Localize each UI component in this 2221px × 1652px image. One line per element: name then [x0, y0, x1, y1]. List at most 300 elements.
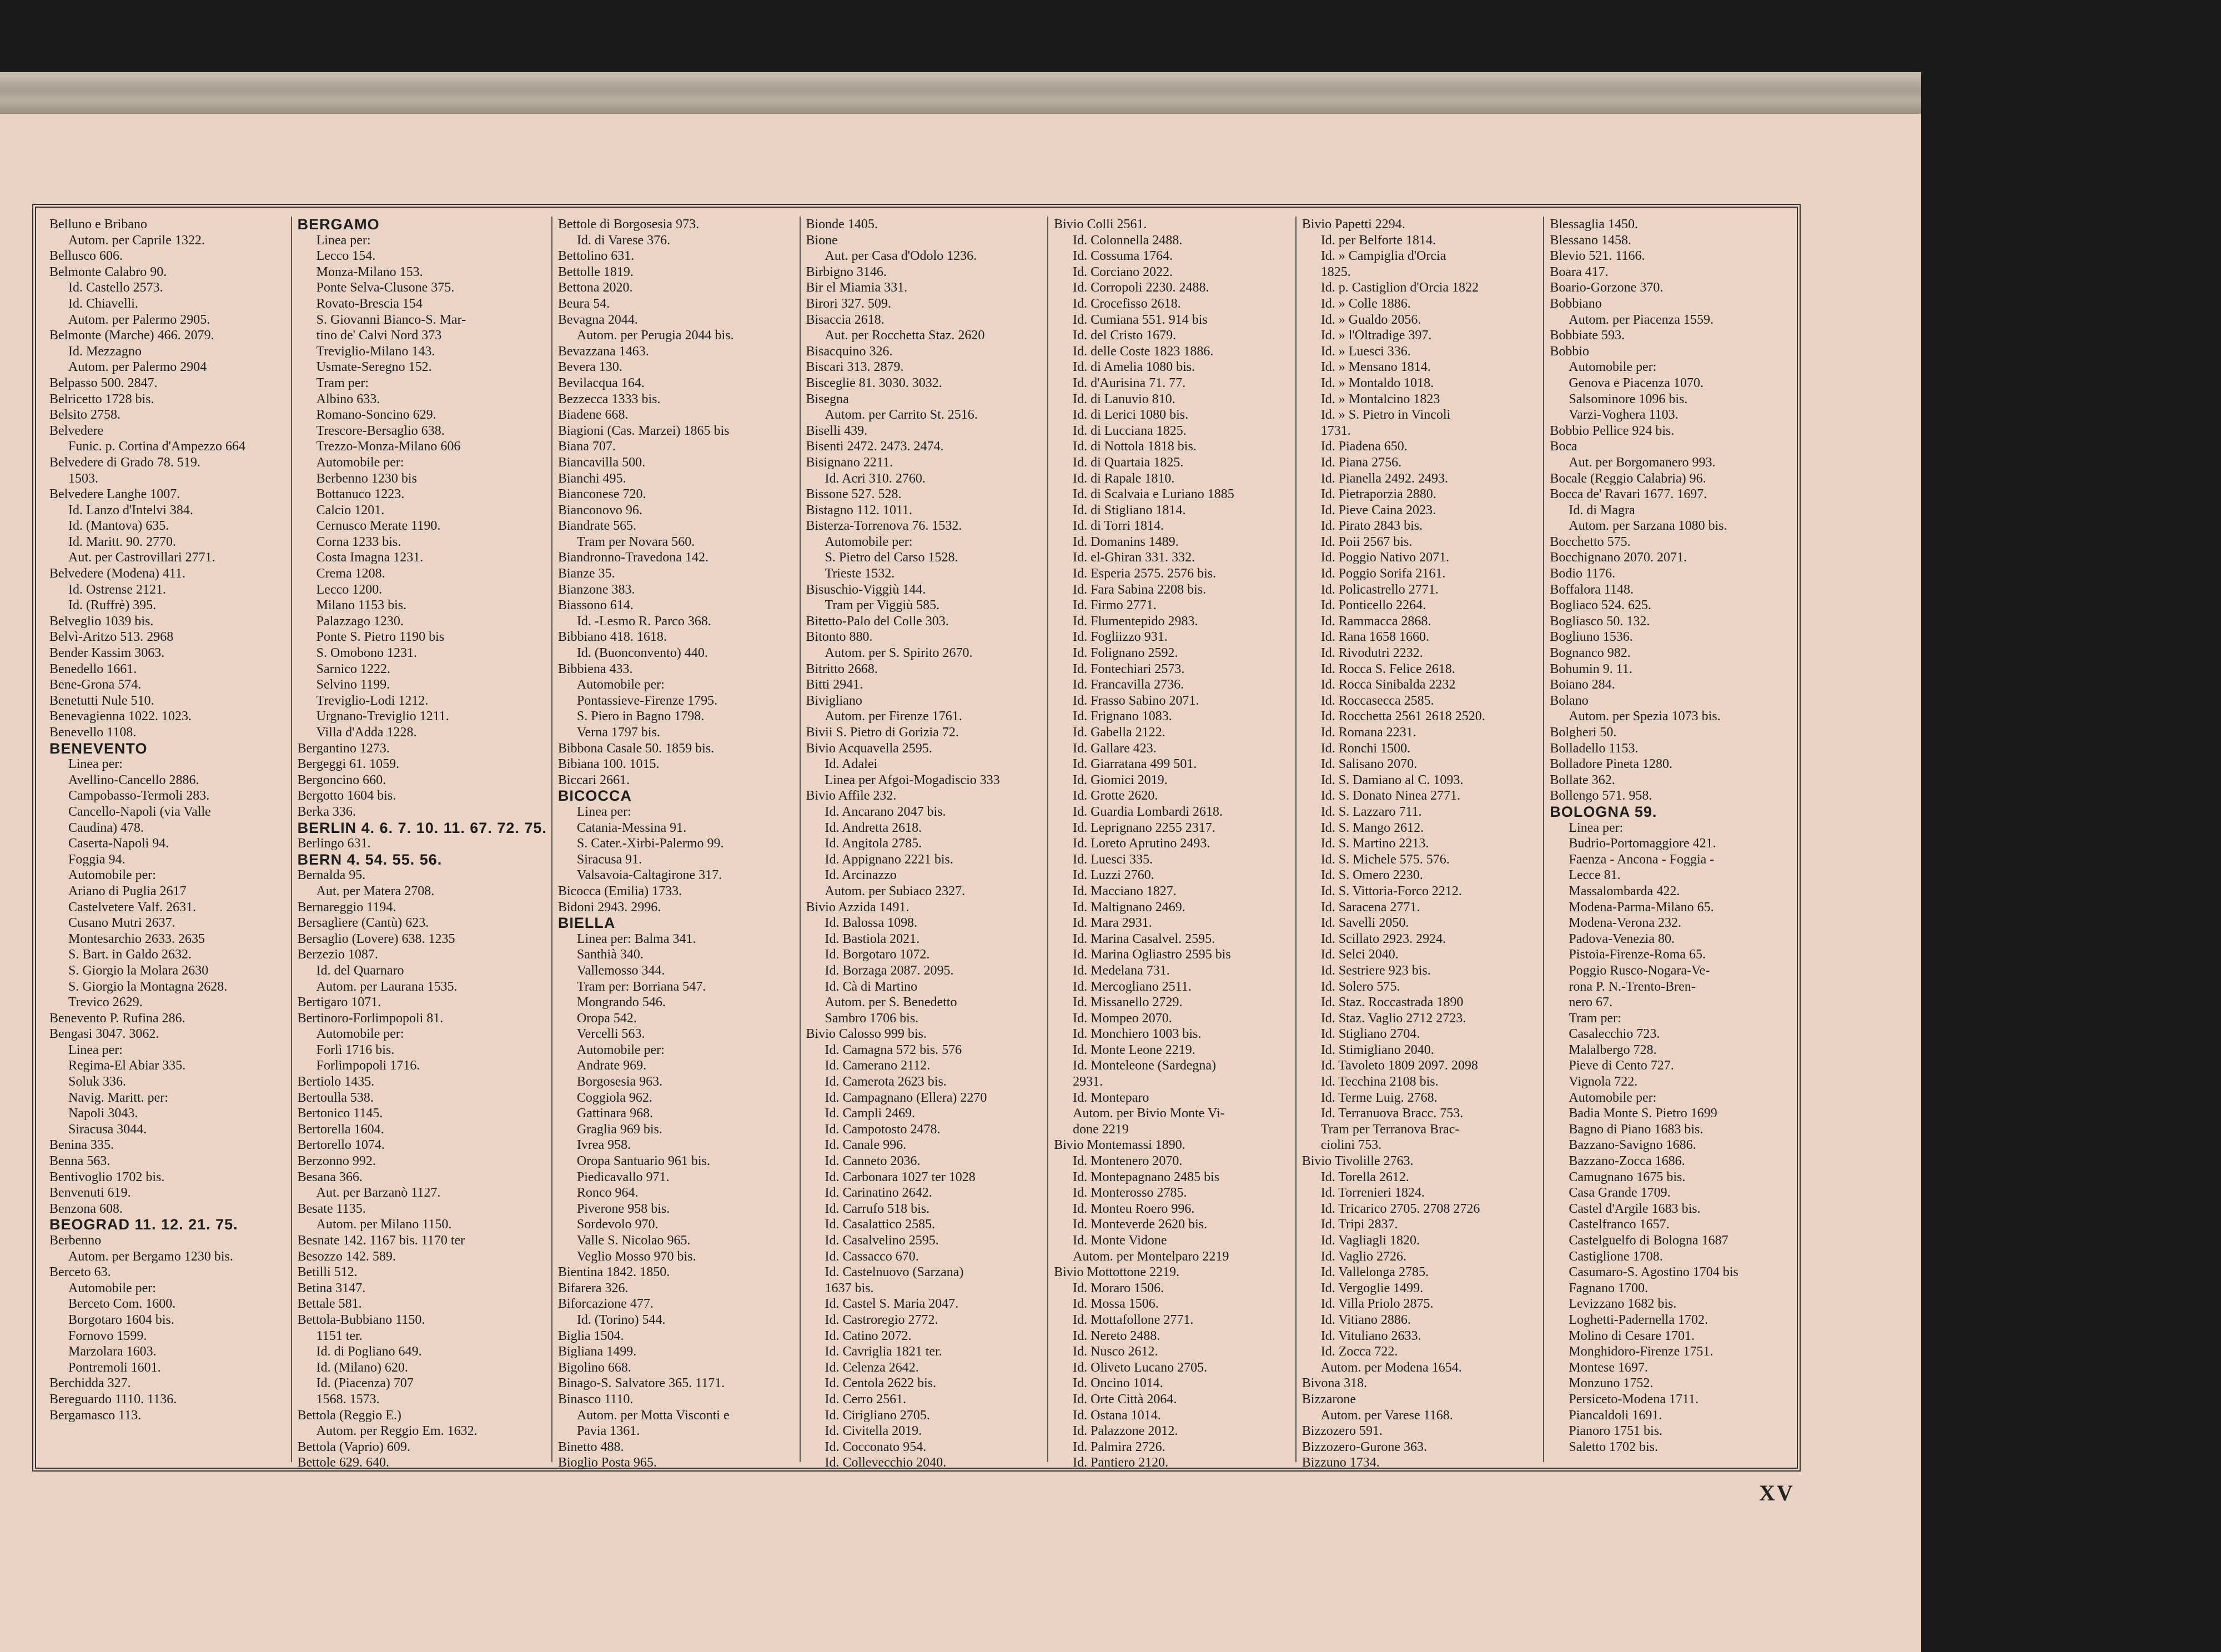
index-entry: Monzuno 1752.: [1569, 1376, 1654, 1391]
index-entry: Bersaglio (Lovere) 638. 1235: [297, 931, 455, 946]
page-number: XV: [1759, 1480, 1795, 1505]
index-entry: Id. Flumentepido 2983.: [1073, 614, 1198, 629]
index-entry: Autom. per Modena 1654.: [1320, 1360, 1462, 1375]
index-entry: Bettole 629. 640.: [297, 1455, 389, 1470]
index-entry: Soluk 336.: [68, 1074, 127, 1089]
index-entry: Bogliuno 1536.: [1550, 630, 1633, 645]
index-entry: Santhià 340.: [576, 947, 644, 962]
index-entry: Boario-Gorzone 370.: [1550, 280, 1664, 295]
index-entry: Bidoni 2943. 2996.: [557, 900, 661, 915]
index-entry: Aut. per Casa d'Odolo 1236.: [825, 249, 977, 264]
index-entry: Casalecchio 723.: [1569, 1027, 1660, 1042]
index-entry: Id. Monchiero 1003 bis.: [1073, 1027, 1202, 1042]
index-entry: Id. -Lesmo R. Parco 368.: [576, 614, 711, 629]
index-entry: Id. Rocchetta 2561 2618 2520.: [1320, 709, 1485, 724]
index-entry: Id. S. Omero 2230.: [1320, 868, 1423, 883]
index-entry: Autom. per Bivio Monte Vi-: [1073, 1106, 1225, 1121]
index-entry: Id. S. Donato Ninea 2771.: [1320, 789, 1461, 804]
index-entry: Biana 707.: [557, 439, 616, 454]
index-entry: Autom. per Caprile 1322.: [68, 233, 205, 248]
index-entry: Id. Maritt. 90. 2770.: [68, 534, 176, 549]
index-entry: Belluno e Bribano: [49, 217, 147, 232]
index-entry: Id. Monte Vidone: [1073, 1233, 1167, 1248]
index-entry: Id. Marina Casalvel. 2595.: [1073, 931, 1215, 946]
index-entry: Id. Macciano 1827.: [1073, 883, 1177, 898]
index-entry: Bergantino 1273.: [297, 741, 390, 756]
index-entry: Berlingo 631.: [297, 836, 371, 851]
index-columns: [44, 216, 1791, 1470]
index-entry: Bolano: [1550, 693, 1589, 708]
index-entry: Id. Ponticello 2264.: [1320, 598, 1426, 613]
index-entry: Benevello 1108.: [49, 725, 137, 740]
index-entry: Id. Camerano 2112.: [825, 1058, 931, 1073]
index-entry: Bianze 35.: [557, 566, 615, 581]
index-entry: 1568. 1573.: [316, 1392, 380, 1407]
index-entry: Aut. per Barzanò 1127.: [316, 1186, 441, 1201]
index-entry: Id. Arcinazzo: [825, 868, 897, 883]
index-entry: Id. Zocca 722.: [1320, 1344, 1398, 1359]
index-entry: Bersagliere (Cantù) 623.: [297, 916, 429, 931]
index-column-7: [1544, 217, 1791, 1462]
index-entry: Id. » Gualdo 2056.: [1320, 312, 1421, 327]
index-entry: Id. Rivodutri 2232.: [1320, 646, 1423, 661]
index-entry: Id. Staz. Roccastrada 1890: [1320, 995, 1464, 1010]
index-entry: Id. S. Damiano al C. 1093.: [1320, 772, 1464, 787]
index-entry: Binetto 488.: [557, 1439, 624, 1454]
index-entry: Bissone 527. 528.: [806, 487, 902, 502]
index-entry: done 2219: [1073, 1122, 1129, 1137]
index-entry: Beura 54.: [557, 296, 610, 311]
index-entry: Id. Casalvelino 2595.: [825, 1233, 939, 1248]
index-entry: Bitritto 2668.: [806, 661, 878, 676]
index-entry: Id. p. Castiglion d'Orcia 1822: [1320, 280, 1479, 295]
index-entry: Caudina) 478.: [68, 820, 144, 835]
index-entry: Id. Medelana 731.: [1073, 963, 1170, 978]
index-entry: Id. di Nottola 1818 bis.: [1073, 439, 1197, 454]
index-entry: Id. Castel S. Maria 2047.: [825, 1297, 959, 1312]
index-entry: Id. Villa Priolo 2875.: [1320, 1297, 1434, 1312]
index-entry: Besate 1135.: [297, 1201, 366, 1216]
index-entry: Id. Lanzo d'Intelvi 384.: [68, 503, 193, 518]
index-entry: Id. Balossa 1098.: [825, 916, 918, 931]
index-entry: Veglio Mosso 970 bis.: [576, 1249, 696, 1264]
index-entry: Bisignano 2211.: [806, 455, 893, 470]
index-entry: Andrate 969.: [576, 1058, 647, 1073]
index-entry: Benevagienna 1022. 1023.: [49, 709, 192, 724]
index-entry: Bollate 362.: [1550, 772, 1615, 787]
index-entry: Id. Solero 575.: [1320, 979, 1400, 994]
index-entry: Besnate 142. 1167 bis. 1170 ter: [297, 1233, 465, 1248]
index-entry: Loghetti-Padernella 1702.: [1569, 1312, 1708, 1327]
index-entry: Trescore-Bersaglio 638.: [316, 423, 445, 438]
index-entry: 1825.: [1320, 264, 1351, 279]
index-entry: Id. Rocca Sinibalda 2232: [1320, 677, 1456, 692]
index-entry: Bigolino 668.: [557, 1360, 631, 1375]
index-entry: 1637 bis.: [825, 1281, 874, 1296]
index-entry: Id. Moraro 1506.: [1073, 1281, 1164, 1296]
index-entry: Id. Mezzagno: [68, 344, 142, 359]
index-entry: Id. Monterosso 2785.: [1073, 1186, 1187, 1201]
index-entry: S. Piero in Bagno 1798.: [576, 709, 705, 724]
index-entry: Automobile per:: [825, 534, 913, 549]
index-entry: Bollengo 571. 958.: [1550, 789, 1652, 804]
index-entry: Montesarchio 2633. 2635: [68, 931, 205, 946]
index-entry: Bir el Miamia 331.: [806, 280, 908, 295]
index-entry: Bibiana 100. 1015.: [557, 757, 660, 772]
index-entry: Bodio 1176.: [1550, 566, 1616, 581]
index-entry: Biccari 2661.: [557, 772, 630, 787]
index-entry: Id. Domanins 1489.: [1073, 534, 1179, 549]
index-entry: Boiano 284.: [1550, 677, 1615, 692]
index-entry: Id. Frasso Sabino 2071.: [1073, 693, 1199, 708]
index-entry: Bivio Calosso 999 bis.: [806, 1027, 927, 1042]
index-entry: Id. Canale 996.: [825, 1138, 907, 1153]
index-entry: Id. Chiavelli.: [68, 296, 138, 311]
index-entry: Faenza - Ancona - Foggia -: [1569, 852, 1715, 867]
index-entry: Id. Grotte 2620.: [1073, 789, 1158, 804]
index-entry: Bianconovo 96.: [557, 503, 642, 518]
index-entry: Id. Campotosto 2478.: [825, 1122, 941, 1137]
index-entry: Linea per: Balma 341.: [576, 931, 696, 946]
index-entry: Id. Tavoleto 1809 2097. 2098: [1320, 1058, 1478, 1073]
index-entry: Bezzecca 1333 bis.: [557, 391, 661, 406]
index-entry: Belvedere di Grado 78. 519.: [49, 455, 200, 470]
index-entry: Id. Loreto Aprutino 2493.: [1073, 836, 1210, 851]
index-entry: Id. Selci 2040.: [1320, 947, 1399, 962]
index-entry: Modena-Verona 232.: [1569, 916, 1681, 931]
index-entry: Bertonico 1145.: [297, 1106, 383, 1121]
index-entry: Castelvetere Valf. 2631.: [68, 900, 197, 915]
index-entry: Id. d'Aurisina 71. 77.: [1073, 375, 1186, 390]
index-entry: Id. Maltignano 2469.: [1073, 900, 1185, 915]
index-entry: Id. Rana 1658 1660.: [1320, 630, 1430, 645]
index-entry: S. Cater.-Xirbi-Palermo 99.: [576, 836, 724, 851]
index-entry: Bisuschio-Viggiù 144.: [806, 582, 926, 597]
index-column-1: [44, 217, 292, 1462]
index-entry: Bivio Affile 232.: [806, 789, 897, 804]
index-entry: Ponte S. Pietro 1190 bis: [316, 630, 445, 645]
index-entry: Id. Colonnella 2488.: [1073, 233, 1183, 248]
index-entry: Id. Vaglio 2726.: [1320, 1249, 1406, 1264]
index-entry: Benna 563.: [49, 1154, 110, 1169]
index-entry: Cusano Mutri 2637.: [68, 916, 175, 931]
index-entry: Id. Romana 2231.: [1320, 725, 1416, 740]
index-entry: Bicocca (Emilia) 1733.: [557, 883, 682, 898]
index-entry: Id. Monteleone (Sardegna): [1073, 1058, 1217, 1073]
index-entry: Benedello 1661.: [49, 661, 137, 676]
index-column-2: [292, 216, 552, 1470]
index-entry: Belveglio 1039 bis.: [49, 614, 154, 629]
index-entry: Id. » S. Pietro in Vincoli: [1320, 408, 1451, 423]
index-entry: Sordevolo 970.: [576, 1217, 659, 1232]
index-entry: Id. Monteu Roero 996.: [1073, 1201, 1195, 1216]
index-entry: Pistoia-Firenze-Roma 65.: [1569, 947, 1706, 962]
index-entry: Piverone 958 bis.: [576, 1201, 670, 1216]
index-entry: Rovato-Brescia 154: [316, 296, 423, 311]
index-entry: Valle S. Nicolao 965.: [576, 1233, 691, 1248]
index-entry: Automobile per:: [316, 455, 404, 470]
page-edge: [0, 72, 1921, 119]
index-entry: Autom. per S. Spirito 2670.: [825, 646, 973, 661]
index-entry: Id. Fontechiari 2573.: [1073, 661, 1185, 676]
index-entry: Id. Acri 310. 2760.: [825, 471, 926, 486]
index-entry: Bisacquino 326.: [806, 344, 893, 359]
index-entry: Usmate-Seregno 152.: [316, 360, 432, 375]
index-entry: Id. Cirigliano 2705.: [825, 1408, 930, 1423]
index-entry: Berceto Com. 1600.: [68, 1297, 176, 1312]
index-entry: Bender Kassim 3063.: [49, 646, 165, 661]
index-entry: Autom. per Spezia 1073 bis.: [1569, 709, 1721, 724]
index-entry: Bitonto 880.: [806, 630, 873, 645]
index-entry: Mongrando 546.: [576, 995, 666, 1010]
index-entry: Id. » Montalcino 1823: [1320, 391, 1440, 406]
index-entry: Villa d'Adda 1228.: [316, 725, 417, 740]
index-entry: Bistagno 112. 1011.: [806, 503, 913, 518]
index-entry: Tram per Novara 560.: [576, 534, 695, 549]
index-entry: Id. di Varese 376.: [576, 233, 671, 248]
index-entry: Calcio 1201.: [316, 503, 385, 518]
index-entry: Id. Cavriglia 1821 ter.: [825, 1344, 942, 1359]
index-entry: Tram per Terranova Brac-: [1320, 1122, 1460, 1137]
index-entry: Autom. per S. Benedetto: [825, 995, 957, 1010]
index-entry: Besozzo 142. 589.: [297, 1249, 396, 1264]
index-entry: Id. Staz. Vaglio 2712 2723.: [1320, 1011, 1466, 1026]
index-entry: Persiceto-Modena 1711.: [1569, 1392, 1699, 1407]
index-entry: Monghidoro-Firenze 1751.: [1569, 1344, 1714, 1359]
index-entry: Milano 1153 bis.: [316, 598, 407, 613]
index-entry: Boca: [1550, 439, 1577, 454]
index-entry: Id. Savelli 2050.: [1320, 916, 1409, 931]
index-entry: Pontassieve-Firenze 1795.: [576, 693, 718, 708]
index-entry: Id. Castelnuovo (Sarzana): [825, 1265, 964, 1280]
index-heading: BERGAMO: [297, 216, 380, 233]
index-entry: Autom. per Motta Visconti e: [576, 1408, 730, 1423]
index-entry: tino de' Calvi Nord 373: [316, 328, 442, 343]
index-entry: Bibbona Casale 50. 1859 bis.: [557, 741, 715, 756]
index-entry: Linea per:: [1569, 820, 1624, 835]
index-entry: Id. Oliveto Lucano 2705.: [1073, 1360, 1208, 1375]
index-entry: Id. Poggio Sorifa 2161.: [1320, 566, 1446, 581]
index-column-4: [801, 217, 1049, 1470]
index-entry: Blessaglia 1450.: [1550, 217, 1639, 232]
index-entry: Bettola-Bubbiano 1150.: [297, 1312, 425, 1327]
index-entry: Berbenno 1230 bis: [316, 471, 417, 486]
index-entry: Bergeggi 61. 1059.: [297, 757, 400, 772]
index-entry: 1731.: [1320, 423, 1351, 438]
index-entry: Sambro 1706 bis.: [825, 1011, 919, 1026]
index-entry: Autom. per Milano 1150.: [316, 1217, 452, 1232]
index-entry: Id. Stimigliano 2040.: [1320, 1042, 1434, 1057]
index-entry: Autom. per Palermo 2905.: [68, 312, 210, 327]
index-entry: Id. di Pogliano 649.: [316, 1344, 422, 1359]
index-entry: Id. Vituliano 2633.: [1320, 1328, 1421, 1343]
index-entry: Id. di Torri 1814.: [1073, 519, 1164, 534]
index-entry: Bagno di Piano 1683 bis.: [1569, 1122, 1704, 1137]
index-entry: Id. di Rapale 1810.: [1073, 471, 1175, 486]
index-entry: 2931.: [1073, 1074, 1103, 1089]
index-entry: Besana 366.: [297, 1169, 363, 1184]
index-entry: Id. Adalei: [825, 757, 878, 772]
index-entry: Bettale 581.: [297, 1297, 362, 1312]
index-entry: Belvedere (Modena) 411.: [49, 566, 186, 581]
index-entry: Bentivoglio 1702 bis.: [49, 1169, 165, 1184]
index-entry: S. Pietro del Carso 1528.: [825, 550, 958, 565]
index-entry: Bocca de' Ravari 1677. 1697.: [1550, 487, 1707, 502]
index-entry: Bifarera 326.: [557, 1281, 629, 1296]
index-entry: Graglia 969 bis.: [576, 1122, 662, 1137]
index-entry: Pontremoli 1601.: [68, 1360, 161, 1375]
index-entry: Bitetto-Palo del Colle 303.: [806, 614, 949, 629]
index-entry: S. Giorgio la Montagna 2628.: [68, 979, 228, 994]
index-entry: Id. Canneto 2036.: [825, 1154, 921, 1169]
index-entry: Id. Mottafollone 2771.: [1073, 1312, 1194, 1327]
index-entry: Corna 1233 bis.: [316, 534, 401, 549]
index-entry: Biandronno-Travedona 142.: [557, 550, 708, 565]
index-entry: Automobile per:: [576, 677, 665, 692]
index-entry: Selvino 1199.: [316, 677, 390, 692]
index-entry: Budrio-Portomaggiore 421.: [1569, 836, 1716, 851]
index-entry: Castel d'Argile 1683 bis.: [1569, 1201, 1701, 1216]
index-entry: Biassono 614.: [557, 598, 634, 613]
index-entry: Bobbiate 593.: [1550, 328, 1625, 343]
index-entry: Id. Roccasecca 2585.: [1320, 693, 1434, 708]
index-entry: Linea per:: [68, 757, 123, 772]
index-entry: Bertorella 1604.: [297, 1122, 384, 1137]
index-entry: Padova-Venezia 80.: [1569, 931, 1675, 946]
index-column-3: [552, 217, 801, 1470]
index-entry: Id. Montepagnano 2485 bis: [1073, 1169, 1220, 1184]
index-entry: Id. Palmira 2726.: [1073, 1439, 1165, 1454]
index-entry: Cancello-Napoli (via Valle: [68, 804, 211, 819]
index-entry: Ponte Selva-Clusone 375.: [316, 280, 455, 295]
index-entry: Id. Catino 2072.: [825, 1328, 912, 1343]
index-entry: Berzezio 1087.: [297, 947, 378, 962]
index-entry: Piancaldoli 1691.: [1569, 1408, 1662, 1423]
index-entry: Vallemosso 344.: [576, 963, 665, 978]
index-entry: Bivio Mottottone 2219.: [1054, 1265, 1180, 1280]
index-entry: Id. Pianella 2492. 2493.: [1320, 471, 1449, 486]
index-column-5: [1048, 217, 1297, 1470]
index-entry: Bivio Acquavella 2595.: [806, 741, 932, 756]
index-entry: Id. Monte Leone 2219.: [1073, 1042, 1195, 1057]
index-entry: Id. Esperia 2575. 2576 bis.: [1073, 566, 1217, 581]
index-entry: Id. Saracena 2771.: [1320, 900, 1420, 915]
index-entry: Id. Monteverde 2620 bis.: [1073, 1217, 1208, 1232]
index-entry: Bianchi 495.: [557, 471, 626, 486]
index-entry: Id. Pieve Caina 2023.: [1320, 503, 1436, 518]
index-entry: Bengasi 3047. 3062.: [49, 1027, 159, 1042]
index-entry: Belricetto 1728 bis.: [49, 391, 154, 406]
index-entry: Bianzone 383.: [557, 582, 635, 597]
index-entry: Bereguardo 1110. 1136.: [49, 1392, 177, 1407]
index-entry: Varzi-Voghera 1103.: [1569, 408, 1679, 423]
index-entry: Bazzano-Zocca 1686.: [1569, 1154, 1685, 1169]
index-entry: Belpasso 500. 2847.: [49, 375, 158, 390]
index-entry: Id. di Magra: [1569, 503, 1635, 518]
index-entry: Automobile per:: [1569, 1090, 1657, 1105]
index-entry: Id. » l'Oltradige 397.: [1320, 328, 1432, 343]
index-entry: Castelguelfo di Bologna 1687: [1569, 1233, 1728, 1248]
index-entry: Id. el-Ghiran 331. 332.: [1073, 550, 1195, 565]
index-entry: Badia Monte S. Pietro 1699: [1569, 1106, 1717, 1121]
index-entry: Costa Imagna 1231.: [316, 550, 424, 565]
index-entry: Id. Carbonara 1027 ter 1028: [825, 1169, 976, 1184]
index-entry: S. Omobono 1231.: [316, 646, 417, 661]
index-entry: Aut. per Rocchetta Staz. 2620: [825, 328, 985, 343]
index-entry: Id. Collevecchio 2040.: [825, 1455, 947, 1470]
index-entry: Blevio 521. 1166.: [1550, 249, 1645, 264]
index-entry: Id. Ostrense 2121.: [68, 582, 166, 597]
index-entry: Id. Ancarano 2047 bis.: [825, 804, 946, 819]
index-entry: Id. Firmo 2771.: [1073, 598, 1157, 613]
index-entry: Bettolino 631.: [557, 249, 635, 264]
index-entry: Id. di Quartaia 1825.: [1073, 455, 1184, 470]
index-entry: Funic. p. Cortina d'Ampezzo 664: [68, 439, 245, 454]
index-entry: Tram per:: [316, 375, 369, 390]
index-entry: Id. per Belforte 1814.: [1320, 233, 1436, 248]
index-entry: Oropa 542.: [576, 1011, 637, 1026]
index-entry: Borgotaro 1604 bis.: [68, 1312, 174, 1327]
index-entry: Birbigno 3146.: [806, 264, 887, 279]
index-entry: Id. Celenza 2642.: [825, 1360, 919, 1375]
index-entry: Id. Torrenieri 1824.: [1320, 1186, 1425, 1201]
index-entry: Id. Vergoglie 1499.: [1320, 1281, 1424, 1296]
index-entry: Id. Campli 2469.: [825, 1106, 916, 1121]
index-entry: Id. di Lucciana 1825.: [1073, 423, 1187, 438]
index-entry: Binago-S. Salvatore 365. 1171.: [557, 1376, 725, 1391]
index-entry: Bivio Papetti 2294.: [1302, 217, 1405, 232]
index-entry: Bitti 2941.: [806, 677, 863, 692]
index-entry: Bisaccia 2618.: [806, 312, 885, 327]
index-entry: Id. Corropoli 2230. 2488.: [1073, 280, 1209, 295]
index-entry: Biscari 313. 2879.: [806, 360, 904, 375]
index-entry: Id. Mercogliano 2511.: [1073, 979, 1192, 994]
index-entry: Id. Mompeo 2070.: [1073, 1011, 1172, 1026]
index-entry: Tram per:: [1569, 1011, 1621, 1026]
index-entry: Bobbio: [1550, 344, 1590, 359]
index-entry: Automobile per:: [316, 1027, 404, 1042]
index-entry: Id. Borgotaro 1072.: [825, 947, 930, 962]
index-entry: Id. Fogliizzo 931.: [1073, 630, 1168, 645]
index-entry: Autom. per Palermo 2904: [68, 360, 207, 375]
index-entry: Id. Vitiano 2886.: [1320, 1312, 1411, 1327]
index-entry: Id. Fara Sabina 2208 bis.: [1073, 582, 1207, 597]
index-heading: BEOGRAD 11. 12. 21. 75.: [49, 1216, 238, 1233]
index-entry: Automobile per:: [68, 868, 156, 883]
index-entry: Id. (Piacenza) 707: [316, 1376, 414, 1391]
index-entry: Trezzo-Monza-Milano 606: [316, 439, 461, 454]
index-entry: Siracusa 3044.: [68, 1122, 147, 1137]
index-entry: Id. Poii 2567 bis.: [1320, 534, 1413, 549]
index-entry: S. Giorgio la Molara 2630: [68, 963, 209, 978]
index-entry: Bevagna 2044.: [557, 312, 638, 327]
index-entry: Bivio Montemassi 1890.: [1054, 1138, 1185, 1153]
index-entry: Berchidda 327.: [49, 1376, 131, 1391]
index-entry: Id. (Ruffrè) 395.: [68, 598, 157, 613]
index-entry: Bivii S. Pietro di Gorizia 72.: [806, 725, 959, 740]
index-entry: Autom. per Sarzana 1080 bis.: [1569, 519, 1727, 534]
index-entry: Lecco 1200.: [316, 582, 383, 597]
index-entry: Id. Vallelonga 2785.: [1320, 1265, 1429, 1280]
index-entry: Forlimpopoli 1716.: [316, 1058, 420, 1073]
index-entry: Id. Cerro 2561.: [825, 1392, 907, 1407]
index-entry: Autom. per Piacenza 1559.: [1569, 312, 1714, 327]
index-entry: Bianconese 720.: [557, 487, 646, 502]
index-entry: Autom. per Firenze 1761.: [825, 709, 962, 724]
index-entry: Treviglio-Milano 143.: [316, 344, 435, 359]
index-heading: BIELLA: [557, 915, 616, 932]
index-entry: Autom. per Carrito St. 2516.: [825, 408, 978, 423]
